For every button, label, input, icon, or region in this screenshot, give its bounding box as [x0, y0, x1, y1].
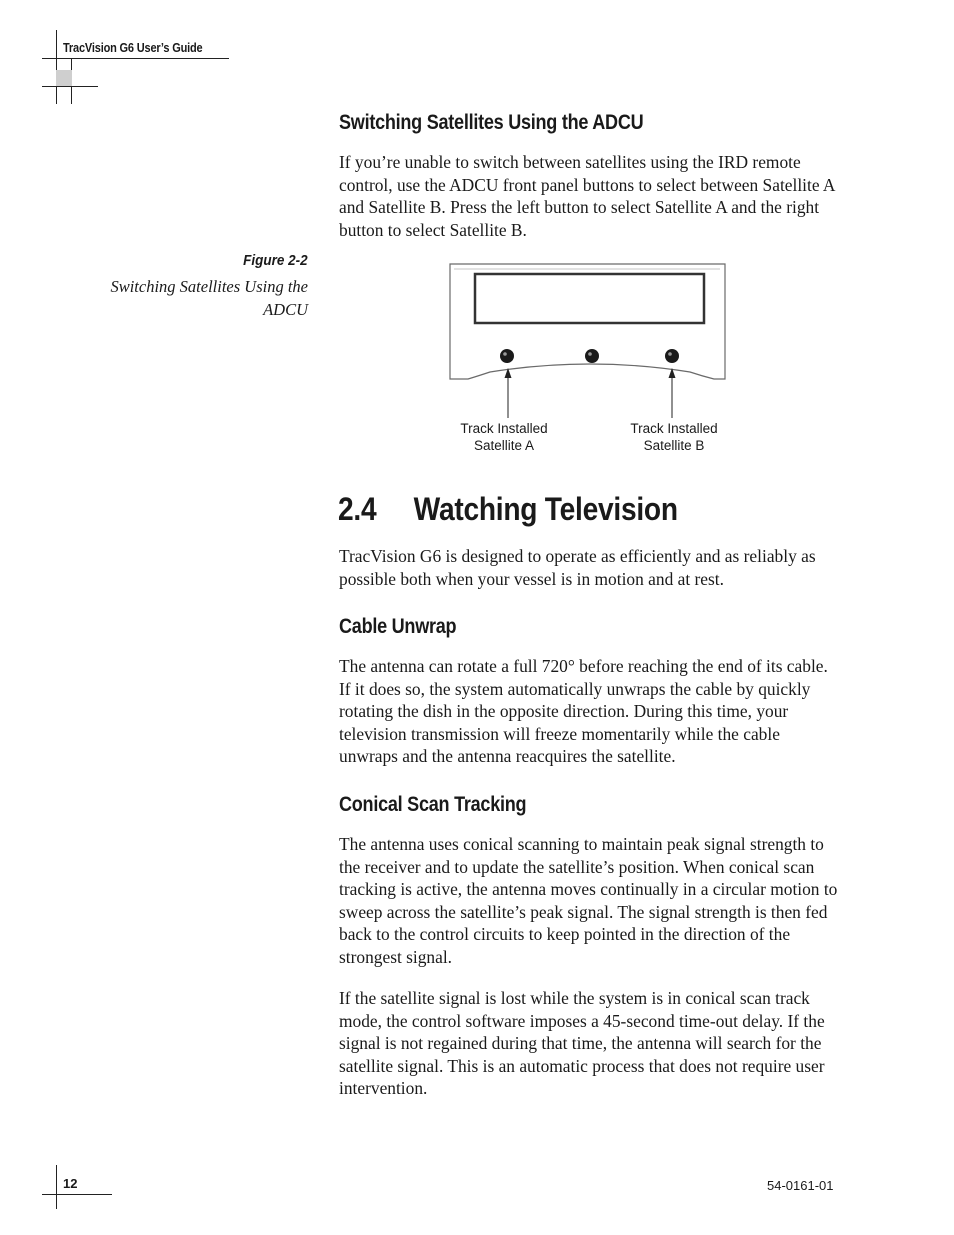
figure-caption: Switching Satellites Using the ADCU	[110, 277, 308, 319]
paragraph-switching: If you’re unable to switch between satellites using the IRD remote control, use the ADCU front panel buttons to select between Satellite A and Satellite B. Press the left button to select Satellite A and the right button to select Satellite B.	[339, 152, 835, 240]
right-button-label	[604, 420, 744, 454]
paragraph-conical-scan-2: If the satellite signal is lost while the system is in conical scan track mode, the control software imposes a 45-second time-out delay. If the signal is not regained during that time, the antenna will search for the satellite signal. This is an automatic process that does not require user intervention.	[339, 988, 825, 1099]
chapter-heading	[338, 491, 678, 528]
paragraph-watching: TracVision G6 is designed to operate as efficiently and as reliably as possible both when your vessel is in motion and at rest.	[339, 546, 816, 589]
section-heading-switching: Switching Satellites Using the ADCU	[339, 111, 644, 134]
section-title: Watching Television	[413, 491, 678, 527]
section-heading-conical-scan: Conical Scan Tracking	[339, 793, 527, 816]
section-number: 2.4	[338, 491, 377, 527]
figure-label: Figure 2-2	[243, 252, 308, 269]
crop-mark-horizontal	[42, 86, 98, 87]
left-label-line1: Track Installed	[460, 421, 548, 436]
right-label-line2: Satellite B	[643, 438, 705, 453]
running-title: TracVision G6 User’s Guide	[63, 41, 203, 55]
callout-arrows	[440, 360, 740, 422]
right-arrow-head	[669, 368, 676, 378]
left-arrow-head	[505, 368, 512, 378]
left-button-label	[434, 420, 574, 454]
footer-vertical-rule	[56, 1165, 57, 1209]
right-label-line1: Track Installed	[630, 421, 718, 436]
footer-rule	[42, 1194, 112, 1195]
paragraph-cable-unwrap: The antenna can rotate a full 720° before reaching the end of its cable. If it does so, the system automatically unwraps the cable by quickly rotating the dish in the opposite direction. During this time, your television transmission will freeze momentarily while the cable unwraps and the antenna reacquires the satellite.	[339, 656, 828, 767]
page-number: 12	[63, 1176, 78, 1191]
crop-mark-shade	[56, 70, 72, 86]
paragraph-conical-scan-1: The antenna uses conical scanning to maintain peak signal strength to the receiver and to update the satellite’s position. When conical scan tracking is active, the antenna moves continually in a circular motion to sweep across the satellite’s peak signal. The signal strength is then fed back to the control circuits to keep pointed in the direction of the strongest signal.	[339, 834, 838, 967]
display-window	[475, 274, 704, 323]
document-number: 54-0161-01	[767, 1178, 834, 1193]
left-label-line2: Satellite A	[473, 438, 535, 453]
section-heading-cable-unwrap: Cable Unwrap	[339, 615, 457, 638]
header-vertical-rule	[56, 30, 57, 104]
